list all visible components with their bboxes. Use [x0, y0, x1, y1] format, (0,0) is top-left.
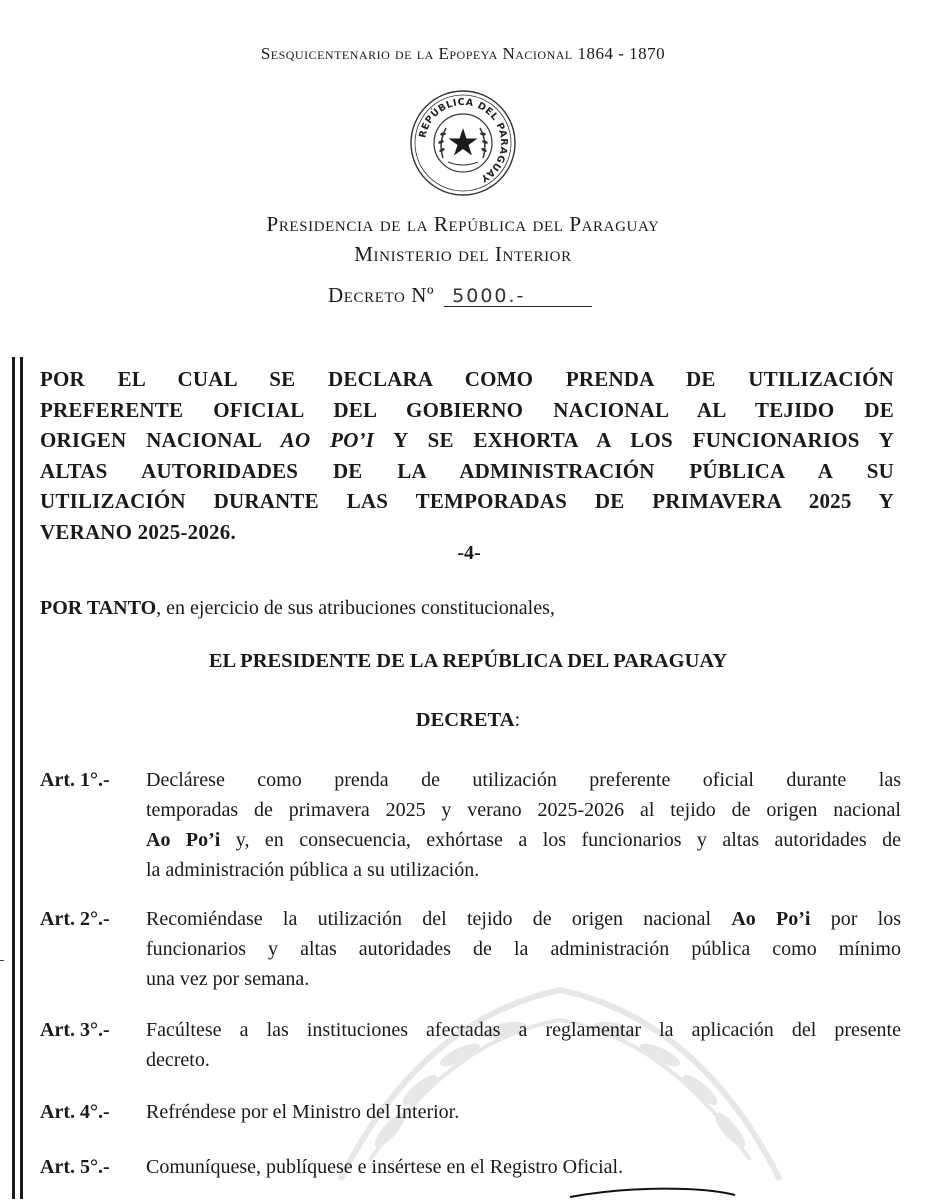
- ao-poi-bold: Ao Po’i: [731, 908, 811, 930]
- article-line: Refréndese por el Ministro del Interior.: [146, 1101, 460, 1123]
- title-line-6: VERANO 2025-2026.: [40, 519, 236, 544]
- article-label: Art. 5°.-: [40, 1156, 110, 1178]
- article-line: funcionarios y altas autoridades de la administración pública como mínimo: [146, 938, 901, 960]
- article-body: [146, 1015, 901, 1075]
- article-line-start: Recomiéndase la utilización del tejido de origen nacional: [146, 908, 732, 930]
- article-line: la administración pública a su utilización.: [146, 859, 480, 881]
- margin-rule-inner: [20, 357, 23, 1199]
- president-heading: EL PRESIDENTE DE LA REPÚBLICA DEL PARAGUAY: [208, 650, 728, 672]
- ministerio-heading: Ministerio del Interior: [354, 242, 572, 266]
- article-label: Art. 4°.-: [40, 1101, 110, 1123]
- sesquicentenario-header: Sesquicentenario de la Epopeya Nacional 1864 - 1870: [260, 44, 666, 63]
- margin-rule-outer: [12, 357, 15, 1199]
- por-tanto-paragraph: [40, 597, 555, 620]
- article-label: Art. 3°.-: [40, 1019, 110, 1041]
- page-number: -4-: [457, 542, 481, 564]
- title-ao-poi: AO PO’I: [280, 428, 375, 452]
- decreto-number-line: [328, 283, 592, 308]
- title-line-4: ALTAS AUTORIDADES DE LA ADMINISTRACIÓN PÚBLICA A SU: [40, 458, 894, 483]
- article-line: [146, 825, 901, 855]
- decree-title: [40, 364, 894, 547]
- article-line: una vez por semana.: [146, 968, 310, 990]
- presidencia-heading: Presidencia de la República del Paraguay: [266, 212, 660, 236]
- decreta-colon: :: [514, 709, 521, 731]
- article-body: [146, 765, 901, 885]
- article-label: Art. 1°.-: [40, 769, 110, 791]
- title-line-3: [40, 425, 894, 456]
- article-line: Facúltese a las instituciones afectadas a reglamentar la aplicación del presente: [146, 1019, 901, 1041]
- por-tanto-bold: POR TANTO: [40, 597, 157, 619]
- article-line: Comuníquese, publíquese e insértese en el Registro Oficial.: [146, 1156, 624, 1178]
- title-line-3a: ORIGEN NACIONAL: [40, 428, 281, 452]
- title-line-3b: Y SE EXHORTA A LOS FUNCIONARIOS Y: [374, 428, 895, 452]
- article-body: [146, 1152, 901, 1182]
- article-line: Declárese como prenda de utilización preferente oficial durante las: [146, 769, 901, 791]
- article-line: [146, 904, 901, 934]
- margin-tick: [0, 960, 4, 961]
- article-label: Art. 2°.-: [40, 908, 110, 930]
- article-body: [146, 1097, 901, 1127]
- decreto-label: Decreto Nº: [328, 283, 435, 307]
- decreta-bold: DECRETA: [415, 709, 515, 731]
- title-line-2: PREFERENTE OFICIAL DEL GOBIERNO NACIONAL AL TEJIDO DE: [40, 397, 894, 422]
- ao-poi-bold: Ao Po’i: [146, 829, 221, 851]
- decreto-number: 5000.-: [444, 286, 592, 307]
- article-line-end: por los: [810, 908, 902, 930]
- article-line: temporadas de primavera 2025 y verano 2025-2026 al tejido de origen nacional: [146, 799, 901, 821]
- signature-stroke: [565, 1185, 740, 1199]
- article-body: [146, 904, 901, 994]
- title-line-5: UTILIZACIÓN DURANTE LAS TEMPORADAS DE PRIMAVERA 2025 Y: [40, 489, 894, 513]
- decreta-heading: [0, 709, 926, 732]
- por-tanto-rest: , en ejercicio de sus atribuciones constitucionales,: [156, 597, 555, 619]
- article-line: decreto.: [146, 1049, 210, 1071]
- national-seal-icon: [408, 88, 518, 198]
- title-line-1: POR EL CUAL SE DECLARA COMO PRENDA DE UTILIZACIÓN: [40, 367, 894, 391]
- article-line-rest: y, en consecuencia, exhórtase a los funcionarios y altas autoridades de: [220, 829, 901, 851]
- seal-text: REPÚBLICA DEL PARAGUAY: [417, 96, 510, 185]
